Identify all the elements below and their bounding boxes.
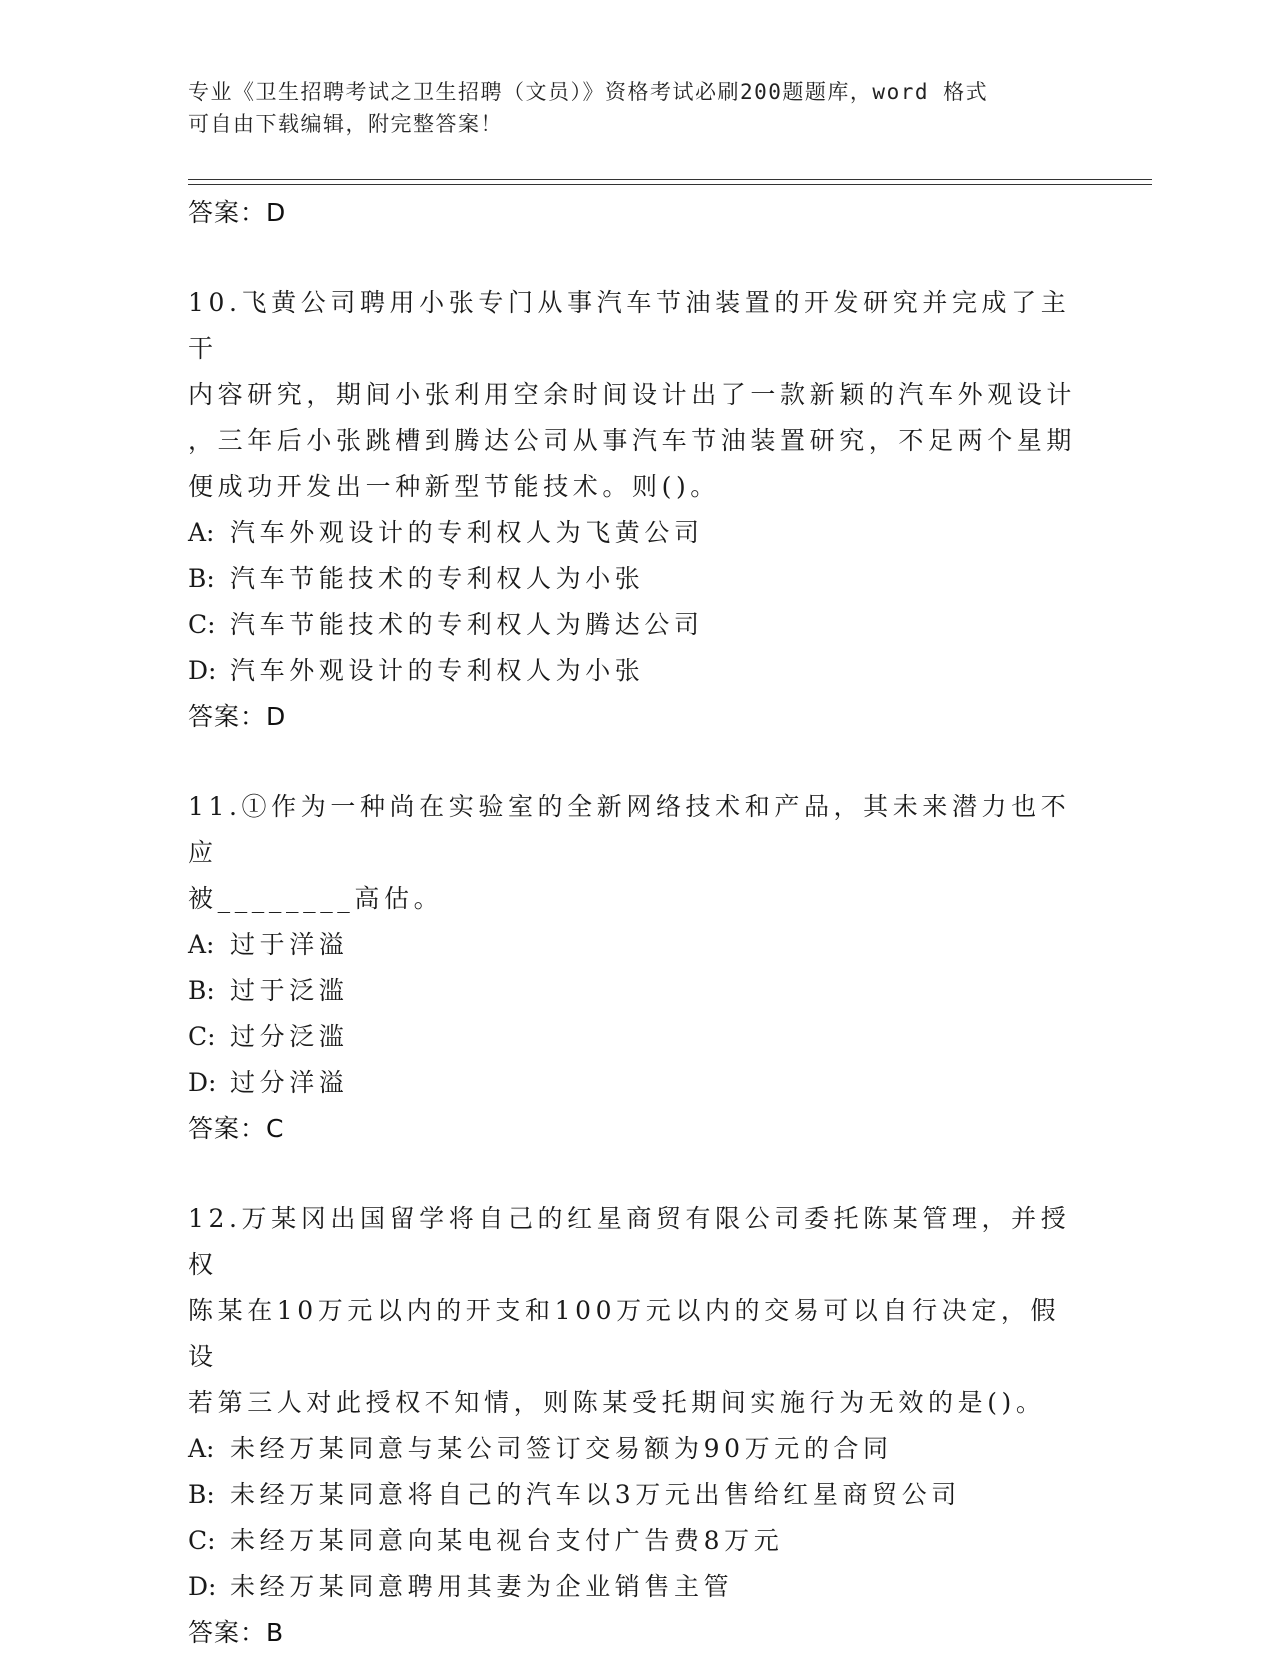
question-11-stem [188, 784, 1088, 922]
option-letter: B: [188, 1480, 215, 1509]
option-c [188, 1014, 1088, 1060]
question-11 [188, 784, 1088, 1152]
option-text: 过于泛滥 [230, 976, 349, 1005]
question-text-line: 陈某在10万元以内的开支和100万元以内的交易可以自行决定，假设 [188, 1296, 1061, 1371]
option-text: 汽车节能技术的专利权人为腾达公司 [230, 610, 704, 639]
option-letter: A: [188, 1434, 215, 1463]
option-letter: D: [188, 1068, 217, 1097]
answer-10: 答案：D [188, 702, 287, 731]
option-b [188, 1472, 1088, 1518]
question-text-line: 12.万某冈出国留学将自己的红星商贸有限公司委托陈某管理，并授权 [188, 1204, 1071, 1279]
option-a [188, 510, 1088, 556]
option-letter: D: [188, 1572, 217, 1601]
answer-11: 答案：C [188, 1114, 285, 1143]
option-a [188, 1426, 1088, 1472]
option-text: 未经万某同意向某电视台支付广告费8万元 [230, 1526, 784, 1555]
option-d [188, 1564, 1088, 1610]
option-letter: C: [188, 1022, 216, 1051]
option-text: 未经万某同意将自己的汽车以3万元出售给红星商贸公司 [230, 1480, 961, 1509]
option-letter: D: [188, 656, 217, 685]
option-c [188, 602, 1088, 648]
option-d [188, 1060, 1088, 1106]
option-text: 未经万某同意与某公司签订交易额为90万元的合同 [230, 1434, 893, 1463]
question-text-line: 若第三人对此授权不知情，则陈某受托期间实施行为无效的是()。 [188, 1388, 1046, 1417]
question-text-line: ，三年后小张跳槽到腾达公司从事汽车节油装置研究，不足两个星期 [188, 426, 1077, 455]
option-letter: C: [188, 1526, 216, 1555]
question-text-line: 11.①作为一种尚在实验室的全新网络技术和产品，其未来潜力也不应 [188, 792, 1071, 867]
option-d [188, 648, 1088, 694]
option-text: 过于洋溢 [230, 930, 349, 959]
header-line-1: 专业《卫生招聘考试之卫生招聘（文员）》资格考试必刷200题题库，word 格式 [188, 80, 989, 104]
answer-12: 答案：B [188, 1618, 285, 1647]
header-rule-top [188, 179, 1152, 180]
option-a [188, 922, 1088, 968]
question-text-line: 内容研究，期间小张利用空余时间设计出了一款新颖的汽车外观设计 [188, 380, 1077, 409]
question-12-stem [188, 1196, 1088, 1426]
option-text: 汽车节能技术的专利权人为小张 [230, 564, 645, 593]
option-c [188, 1518, 1088, 1564]
header-rule-bottom [188, 184, 1152, 185]
option-letter: A: [188, 518, 215, 547]
question-10-stem [188, 280, 1088, 510]
question-list [188, 190, 1088, 1656]
option-letter: C: [188, 610, 216, 639]
header-line-2: 可自由下载编辑，附完整答案！ [188, 112, 503, 136]
page-header [188, 76, 1068, 140]
option-text: 过分泛滥 [230, 1022, 349, 1051]
option-letter: A: [188, 930, 215, 959]
option-b [188, 556, 1088, 602]
answer-previous: 答案：D [188, 198, 287, 227]
option-letter: B: [188, 976, 215, 1005]
option-text: 汽车外观设计的专利权人为飞黄公司 [230, 518, 704, 547]
option-text: 汽车外观设计的专利权人为小张 [230, 656, 645, 685]
option-text: 未经万某同意聘用其妻为企业销售主管 [230, 1572, 734, 1601]
question-text-line: 10.飞黄公司聘用小张专门从事汽车节油装置的开发研究并完成了主干 [188, 288, 1071, 363]
question-text-line: 便成功开发出一种新型节能技术。则()。 [188, 472, 720, 501]
question-12 [188, 1196, 1088, 1656]
question-text-line: 被________高估。 [188, 884, 444, 913]
option-text: 过分洋溢 [230, 1068, 349, 1097]
question-10 [188, 280, 1088, 740]
option-letter: B: [188, 564, 215, 593]
option-b [188, 968, 1088, 1014]
